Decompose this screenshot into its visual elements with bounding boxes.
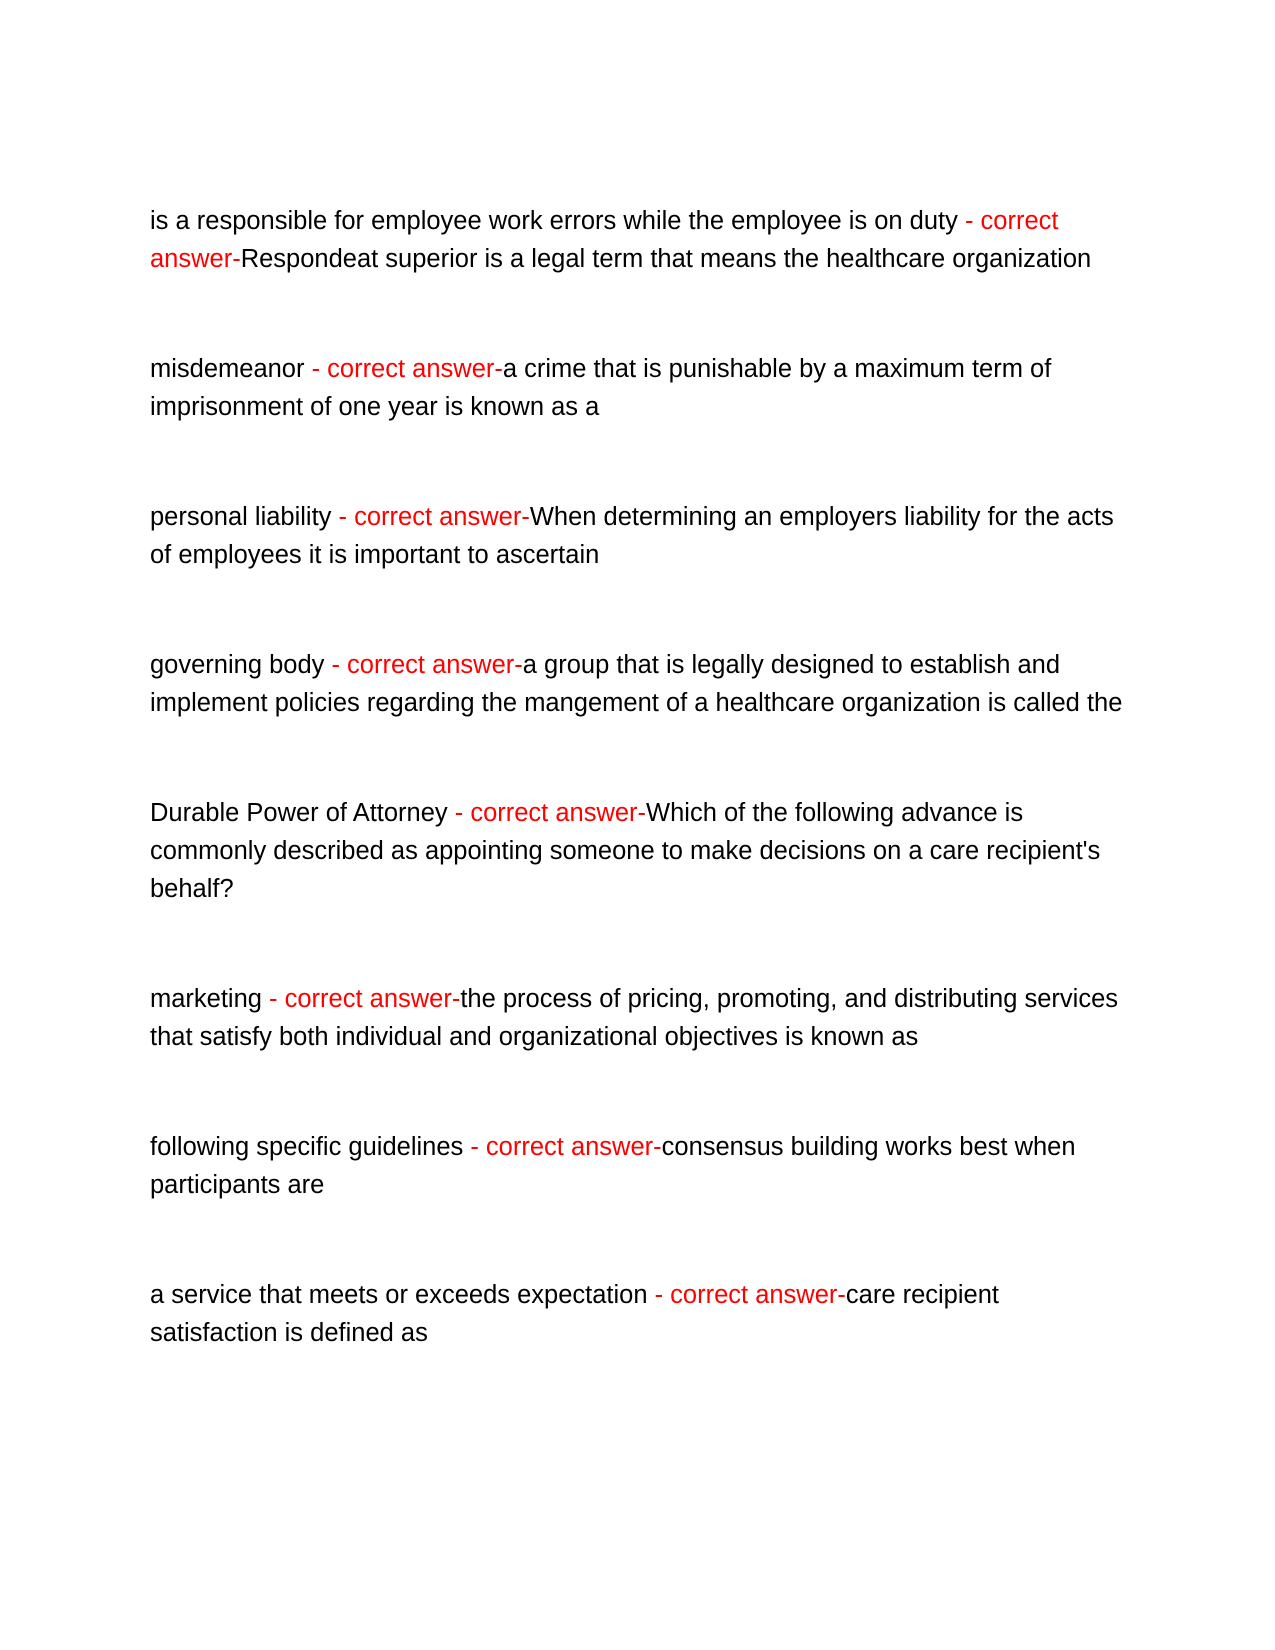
flashcard-entry bbox=[150, 1128, 1125, 1204]
entry-definition: Which of the following advance is commonly described as appointing someone to make decisions on a care recipient's behalf? bbox=[150, 799, 1101, 903]
entry-separator: - correct answer- bbox=[447, 799, 647, 827]
entry-term: Durable Power of Attorney bbox=[150, 799, 448, 827]
entry-term: is a responsible for employee work errors while the employee is on duty bbox=[150, 207, 958, 235]
entry-separator: - correct answer- bbox=[150, 207, 1059, 273]
entry-definition: When determining an employers liability for the acts of employees it is important to ascertain bbox=[150, 503, 1114, 569]
entry-definition: the process of pricing, promoting, and distributing services that satisfy both individual and organizational objectives is known as bbox=[150, 985, 1119, 1051]
flashcard-entry bbox=[150, 980, 1125, 1056]
entry-definition: Respondeat superior is a legal term that means the healthcare organization bbox=[240, 245, 1092, 273]
entry-term: a service that meets or exceeds expectation bbox=[150, 1281, 648, 1309]
flashcard-entry bbox=[150, 794, 1125, 908]
entry-separator: - correct answer- bbox=[647, 1281, 846, 1309]
entry-separator: - correct answer- bbox=[324, 651, 523, 679]
flashcard-entry bbox=[150, 202, 1125, 278]
entry-definition: consensus building works best when participants are bbox=[150, 1133, 1076, 1199]
entry-term: following specific guidelines bbox=[150, 1133, 464, 1161]
flashcard-entry bbox=[150, 498, 1125, 574]
entry-term: marketing bbox=[150, 985, 262, 1013]
entry-separator: - correct answer- bbox=[261, 985, 461, 1013]
entry-term: misdemeanor bbox=[150, 355, 305, 383]
entry-definition: a group that is legally designed to establish and implement policies regarding the mangement of a healthcare organization is called the bbox=[150, 651, 1123, 717]
entry-definition: a crime that is punishable by a maximum term of imprisonment of one year is known as a bbox=[150, 355, 1052, 421]
flashcard-list bbox=[150, 202, 1125, 1424]
entry-definition: care recipient satisfaction is defined as bbox=[150, 1281, 999, 1347]
entry-term: governing body bbox=[150, 651, 325, 679]
flashcard-entry bbox=[150, 646, 1125, 722]
entry-separator: - correct answer- bbox=[463, 1133, 662, 1161]
entry-term: personal liability bbox=[150, 503, 332, 531]
flashcard-entry bbox=[150, 1276, 1125, 1352]
entry-separator: - correct answer- bbox=[304, 355, 503, 383]
flashcard-entry bbox=[150, 350, 1125, 426]
entry-separator: - correct answer- bbox=[331, 503, 530, 531]
